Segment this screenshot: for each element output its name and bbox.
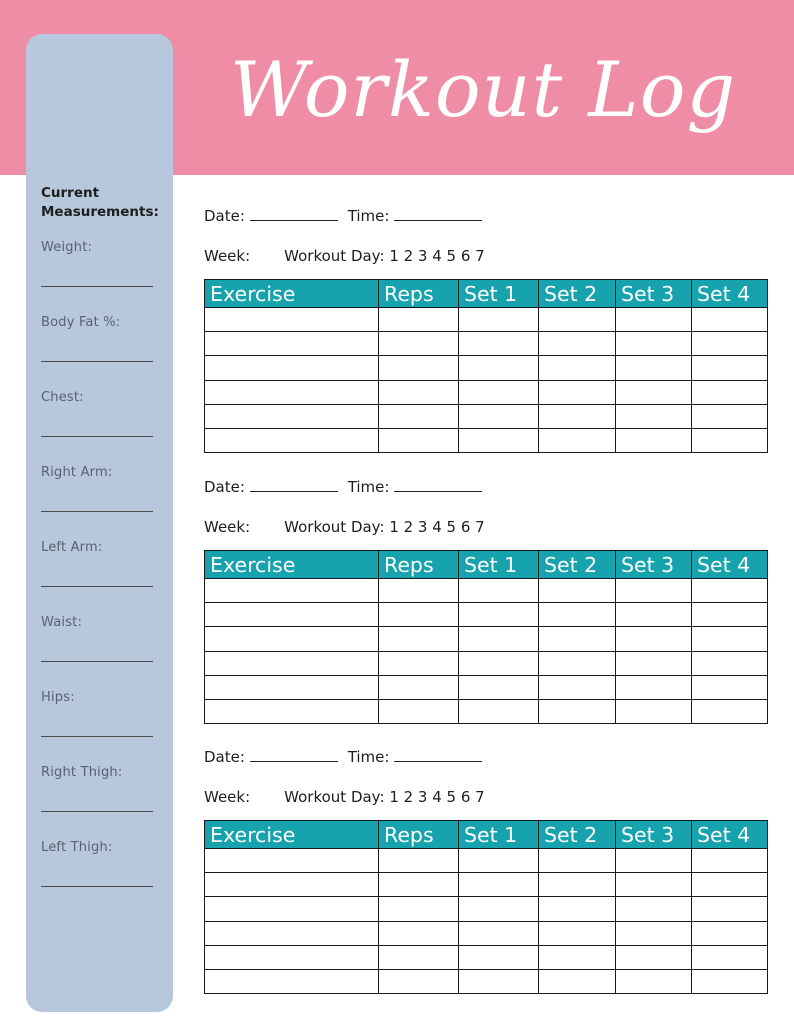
table-cell[interactable] [692,579,768,603]
table-cell[interactable] [459,404,539,428]
table-cell[interactable] [692,603,768,627]
exercise-table [204,279,768,453]
table-row [205,404,768,428]
measurement-label: Left Thigh: [41,840,113,855]
table-row [205,651,768,675]
measurement-label: Weight: [41,240,93,255]
table-cell[interactable] [539,308,616,332]
date-field[interactable] [250,761,338,762]
table-cell[interactable] [616,380,692,404]
table-row [205,380,768,404]
time-label: Time: [347,207,390,225]
table-cell[interactable] [616,308,692,332]
column-header: Reps [379,821,459,849]
table-cell[interactable] [692,356,768,380]
measurement-label: Body Fat %: [41,315,121,330]
measurement-field [41,765,153,780]
table-cell[interactable] [539,428,616,452]
column-header: Set 3 [616,821,692,849]
table-cell[interactable] [205,428,379,452]
table-row [205,627,768,651]
table-cell[interactable] [616,699,692,723]
table-cell[interactable] [459,651,539,675]
table-row [205,603,768,627]
table-cell[interactable] [379,579,459,603]
column-header: Exercise [205,280,379,308]
table-row [205,921,768,945]
workout-day-label: Workout Day: [284,518,385,536]
table-cell[interactable] [692,921,768,945]
table-cell[interactable] [459,849,539,873]
table-cell[interactable] [692,380,768,404]
date-time-row [204,748,482,766]
table-row [205,428,768,452]
table-cell[interactable] [205,356,379,380]
table-row [205,308,768,332]
table-cell[interactable] [692,849,768,873]
table-cell[interactable] [205,699,379,723]
table-cell[interactable] [459,380,539,404]
table-cell[interactable] [692,675,768,699]
table-cell[interactable] [692,308,768,332]
table-cell[interactable] [205,603,379,627]
measurement-input-line[interactable] [41,886,153,887]
week-label: Week: [204,518,251,536]
table-row [205,897,768,921]
table-cell[interactable] [459,945,539,969]
table-cell[interactable] [205,969,379,993]
table-cell[interactable] [616,849,692,873]
table-cell[interactable] [459,897,539,921]
table-cell[interactable] [692,651,768,675]
measurement-label: Left Arm: [41,540,103,555]
column-header: Set 2 [539,280,616,308]
table-cell[interactable] [379,428,459,452]
measurement-field [41,690,153,705]
table-cell[interactable] [616,356,692,380]
measurement-input-line[interactable] [41,586,153,587]
table-cell[interactable] [539,921,616,945]
table-cell[interactable] [692,699,768,723]
measurement-input-line[interactable] [41,811,153,812]
table-row [205,849,768,873]
measurement-field [41,840,153,855]
table-row [205,969,768,993]
table-cell[interactable] [459,308,539,332]
table-row [205,945,768,969]
table-cell[interactable] [459,921,539,945]
table-cell[interactable] [459,428,539,452]
table-cell[interactable] [379,699,459,723]
table-cell[interactable] [205,945,379,969]
table-cell[interactable] [539,627,616,651]
measurement-input-line[interactable] [41,661,153,662]
date-label: Date: [204,748,245,766]
measurements-sidebar [26,34,173,1012]
table-cell[interactable] [205,675,379,699]
measurement-field [41,615,153,630]
table-cell[interactable] [539,651,616,675]
week-label: Week: [204,247,251,265]
measurement-field [41,390,153,405]
table-cell[interactable] [539,897,616,921]
time-label: Time: [347,748,390,766]
table-cell[interactable] [616,921,692,945]
table-cell[interactable] [459,675,539,699]
table-cell[interactable] [692,897,768,921]
table-cell[interactable] [539,579,616,603]
table-cell[interactable] [379,603,459,627]
measurement-field [41,240,153,255]
table-header-row [205,821,768,849]
table-row [205,579,768,603]
date-time-row [204,207,482,225]
table-header-row [205,551,768,579]
table-cell[interactable] [539,380,616,404]
page-title: Workout Log [229,45,737,134]
workout-entry [204,207,766,457]
table-cell[interactable] [616,627,692,651]
measurement-label: Right Thigh: [41,765,123,780]
time-field[interactable] [394,220,482,221]
measurement-field [41,465,153,480]
week-label: Week: [204,788,251,806]
table-cell[interactable] [379,404,459,428]
measurements-heading-line2: Measurements: [41,204,159,220]
workout-entry [204,478,766,728]
column-header: Set 3 [616,551,692,579]
table-cell[interactable] [459,579,539,603]
table-cell[interactable] [692,969,768,993]
column-header: Reps [379,280,459,308]
column-header: Set 1 [459,821,539,849]
table-cell[interactable] [616,675,692,699]
week-day-row [204,247,485,265]
column-header: Set 1 [459,280,539,308]
column-header: Set 4 [692,280,768,308]
measurement-label: Chest: [41,390,84,405]
table-cell[interactable] [539,675,616,699]
workout-day-options[interactable]: 1 2 3 4 5 6 7 [389,247,485,265]
measurement-input-line[interactable] [41,736,153,737]
column-header: Set 2 [539,551,616,579]
table-cell[interactable] [379,356,459,380]
table-cell[interactable] [205,921,379,945]
table-cell[interactable] [379,849,459,873]
table-cell[interactable] [539,849,616,873]
table-cell[interactable] [205,332,379,356]
table-cell[interactable] [379,675,459,699]
table-cell[interactable] [539,332,616,356]
date-field[interactable] [250,491,338,492]
workout-day-options[interactable]: 1 2 3 4 5 6 7 [389,518,485,536]
table-cell[interactable] [379,873,459,897]
column-header: Set 4 [692,821,768,849]
time-label: Time: [347,478,390,496]
table-row [205,675,768,699]
table-cell[interactable] [205,627,379,651]
table-cell[interactable] [379,969,459,993]
table-cell[interactable] [539,945,616,969]
measurements-heading [41,184,159,222]
table-cell[interactable] [692,428,768,452]
table-cell[interactable] [205,404,379,428]
table-cell[interactable] [616,945,692,969]
workout-day-options[interactable]: 1 2 3 4 5 6 7 [389,788,485,806]
table-row [205,699,768,723]
table-cell[interactable] [379,921,459,945]
exercise-table [204,820,768,994]
column-header: Exercise [205,821,379,849]
table-row [205,873,768,897]
table-cell[interactable] [539,699,616,723]
table-cell[interactable] [205,651,379,675]
table-cell[interactable] [459,627,539,651]
table-cell[interactable] [692,873,768,897]
table-cell[interactable] [539,969,616,993]
table-cell[interactable] [205,897,379,921]
measurement-label: Hips: [41,690,75,705]
table-cell[interactable] [459,603,539,627]
week-day-row [204,788,485,806]
table-cell[interactable] [616,579,692,603]
measurement-input-line[interactable] [41,436,153,437]
measurement-label: Waist: [41,615,83,630]
table-cell[interactable] [205,380,379,404]
table-cell[interactable] [616,897,692,921]
table-cell[interactable] [205,308,379,332]
table-cell[interactable] [692,404,768,428]
table-row [205,332,768,356]
table-cell[interactable] [616,969,692,993]
workout-day-label: Workout Day: [284,247,385,265]
table-cell[interactable] [539,873,616,897]
table-cell[interactable] [459,969,539,993]
workout-entry [204,748,766,998]
week-day-row [204,518,485,536]
workout-day-label: Workout Day: [284,788,385,806]
table-cell[interactable] [539,404,616,428]
table-cell[interactable] [616,873,692,897]
table-cell[interactable] [205,849,379,873]
measurement-input-line[interactable] [41,361,153,362]
table-cell[interactable] [539,356,616,380]
column-header: Set 4 [692,551,768,579]
table-cell[interactable] [539,603,616,627]
table-cell[interactable] [379,651,459,675]
measurement-input-line[interactable] [41,286,153,287]
column-header: Set 3 [616,280,692,308]
measurement-field [41,315,153,330]
table-cell[interactable] [616,332,692,356]
date-label: Date: [204,207,245,225]
measurements-heading-line1: Current [41,185,100,201]
date-label: Date: [204,478,245,496]
table-cell[interactable] [616,428,692,452]
table-cell[interactable] [379,308,459,332]
date-time-row [204,478,482,496]
table-cell[interactable] [616,603,692,627]
table-cell[interactable] [692,945,768,969]
measurement-label: Right Arm: [41,465,113,480]
table-cell[interactable] [379,897,459,921]
table-row [205,356,768,380]
table-cell[interactable] [205,873,379,897]
table-cell[interactable] [692,627,768,651]
table-header-row [205,280,768,308]
table-cell[interactable] [459,356,539,380]
table-cell[interactable] [616,404,692,428]
exercise-table [204,550,768,724]
time-field[interactable] [394,761,482,762]
table-cell[interactable] [379,332,459,356]
table-cell[interactable] [459,873,539,897]
table-cell[interactable] [379,380,459,404]
column-header: Set 1 [459,551,539,579]
time-field[interactable] [394,491,482,492]
table-cell[interactable] [459,699,539,723]
table-cell[interactable] [205,579,379,603]
table-cell[interactable] [459,332,539,356]
table-cell[interactable] [616,651,692,675]
measurement-input-line[interactable] [41,511,153,512]
table-cell[interactable] [379,945,459,969]
column-header: Reps [379,551,459,579]
column-header: Exercise [205,551,379,579]
column-header: Set 2 [539,821,616,849]
table-cell[interactable] [379,627,459,651]
date-field[interactable] [250,220,338,221]
table-cell[interactable] [692,332,768,356]
measurement-field [41,540,153,555]
